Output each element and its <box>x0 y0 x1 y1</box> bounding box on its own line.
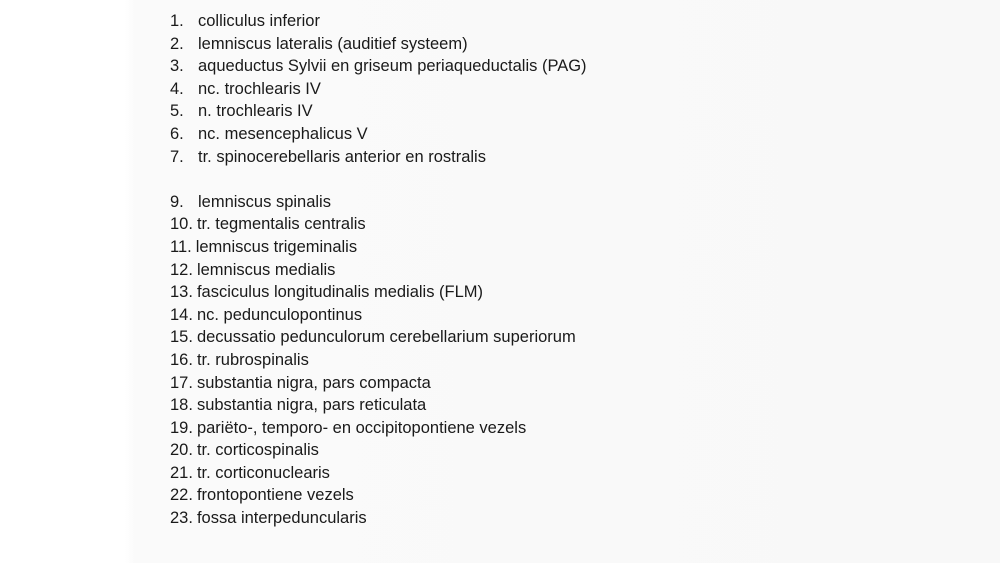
item-number: 3. <box>170 57 184 76</box>
item-text: pariëto-, temporo- en occipitopontiene vezels <box>196 418 527 437</box>
item-number: 7. <box>170 147 184 166</box>
item-text: fossa interpeduncularis <box>196 509 367 528</box>
item-number: 2. <box>170 34 184 53</box>
item-text: lemniscus trigeminalis <box>195 237 358 256</box>
item-text: colliculus inferior <box>198 12 320 30</box>
item-text: tr. rubrospinalis <box>196 350 309 369</box>
structure-list <box>170 10 587 530</box>
list-gap <box>170 168 587 191</box>
list-item <box>170 394 587 417</box>
list-item <box>170 484 587 507</box>
item-number: 17. <box>170 373 193 392</box>
item-number: 9. <box>170 192 184 211</box>
list-item <box>170 10 587 33</box>
item-number: 19. <box>170 418 193 437</box>
list-item <box>170 417 587 440</box>
list-item <box>170 123 587 146</box>
item-number: 5. <box>170 102 184 121</box>
list-item <box>170 281 587 304</box>
item-text: lemniscus medialis <box>196 260 336 279</box>
item-number: 14. <box>170 305 193 324</box>
list-item <box>170 213 587 236</box>
item-text: lemniscus spinalis <box>198 192 331 211</box>
list-item <box>170 372 587 395</box>
list-item <box>170 236 587 259</box>
list-item <box>170 462 587 485</box>
item-text: tr. spinocerebellaris anterior en rostralis <box>198 147 486 166</box>
item-text: n. trochlearis IV <box>198 102 313 121</box>
item-number: 20. <box>170 441 193 460</box>
item-number: 18. <box>170 396 193 415</box>
item-text: decussatio pedunculorum cerebellarium superiorum <box>196 328 576 347</box>
item-number: 1. <box>170 12 184 30</box>
list-item <box>170 191 587 214</box>
item-text: nc. mesencephalicus V <box>198 124 368 143</box>
item-text: substantia nigra, pars compacta <box>196 373 431 392</box>
item-text: fasciculus longitudinalis medialis (FLM) <box>196 283 484 302</box>
item-text: lemniscus lateralis (auditief systeem) <box>198 34 468 53</box>
list-item <box>170 55 587 78</box>
item-text: substantia nigra, pars reticulata <box>196 396 427 415</box>
item-number: 16. <box>170 350 193 369</box>
item-text: nc. trochlearis IV <box>198 79 321 98</box>
item-number: 11. <box>170 237 192 256</box>
item-text: aqueductus Sylvii en griseum periaqueductalis (PAG) <box>198 57 587 76</box>
list-item <box>170 304 587 327</box>
item-text: tr. tegmentalis centralis <box>196 215 366 234</box>
list-item <box>170 349 587 372</box>
item-number: 21. <box>170 463 193 482</box>
list-item <box>170 33 587 56</box>
item-number: 15. <box>170 328 193 347</box>
list-item <box>170 259 587 282</box>
list-item <box>170 100 587 123</box>
item-number: 4. <box>170 79 184 98</box>
list-item <box>170 507 587 530</box>
item-text: frontopontiene vezels <box>196 486 354 505</box>
item-number: 13. <box>170 283 193 302</box>
item-text: nc. pedunculopontinus <box>196 305 363 324</box>
item-number: 12. <box>170 260 193 279</box>
item-number: 22. <box>170 486 193 505</box>
item-text: tr. corticospinalis <box>196 441 319 460</box>
list-item <box>170 326 587 349</box>
item-number: 23. <box>170 509 193 528</box>
list-item <box>170 78 587 101</box>
item-text: tr. corticonuclearis <box>196 463 330 482</box>
list-item <box>170 146 587 169</box>
list-item <box>170 439 587 462</box>
item-number: 10. <box>170 215 193 234</box>
item-number: 6. <box>170 124 184 143</box>
